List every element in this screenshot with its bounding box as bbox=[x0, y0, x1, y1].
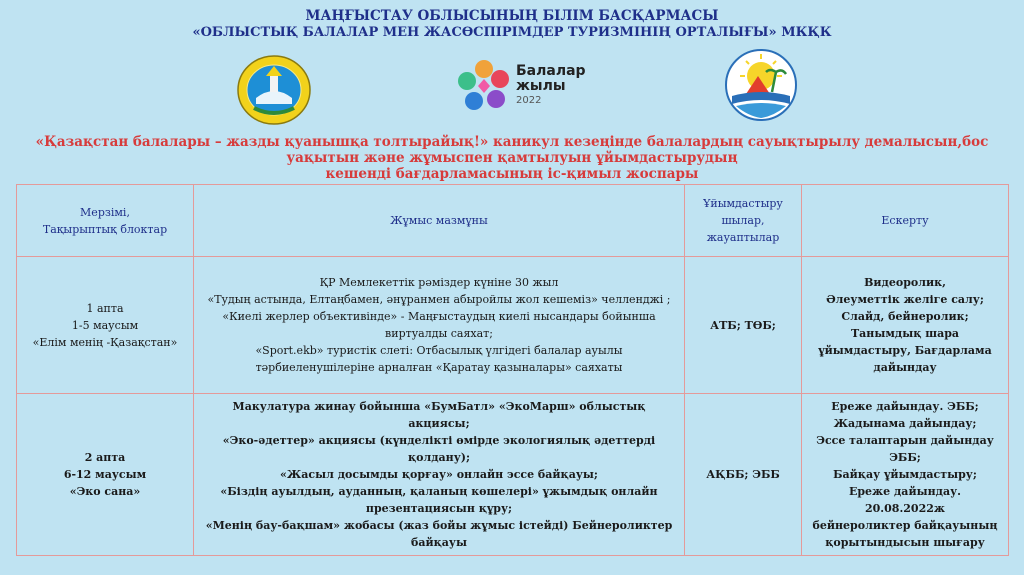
wordmark-line1: Балалар bbox=[516, 63, 586, 79]
cell-content: ҚР Мемлекеттік рәміздер күніне 30 жыл «Тудың астында, Елтаңбамен, әнұранмен абыройлы жол кешеміз» челленджі ; «Киелі жерлер объективінде» - Маңғыстаудың киелі нысандары бойынша виртуалды саяхат; «Sport.ekb» туристік слеті: Отбасылық үлгідегі балалар ауылы тәрбиеленушілеріне арналған «Қаратау қазыналары» саяхаты bbox=[194, 257, 685, 394]
year-of-children-logo bbox=[456, 57, 512, 113]
header-period: Мерзімі, Тақырыптық блоктар bbox=[17, 185, 194, 257]
action-plan-table bbox=[16, 184, 1009, 556]
header-content: Жұмыс мазмұны bbox=[194, 185, 685, 257]
wordmark-year: 2022 bbox=[516, 95, 542, 106]
table-row bbox=[17, 394, 1009, 556]
cell-content: Макулатура жинау бойынша «БумБатл» «ЭкоМарш» облыстық акциясы; «Эко-әдеттер» акциясы (күнделікті өмірде экологиялық әдеттерді қолдану); «Жасыл досымды қорғау» онлайн эссе байқауы; «Біздің ауылдың, ауданның, қаланың көшелері» ұжымдық онлайн презентациясын құру; «Менің бау-бақшам» жобасы (жаз бойы жұмыс істейді) Бейнероликтер байқауы bbox=[194, 394, 685, 556]
plan-title-line1: «Қазақстан балалары – жазды қуанышқа толтырайық!» каникул кезеңінде балалардың сауықтырылу демалысын,бос bbox=[35, 134, 989, 150]
table-header-row bbox=[17, 185, 1009, 257]
education-department-emblem bbox=[236, 54, 312, 126]
plan-title-line2: уақытын және жұмыспен қамтылуын ұйымдастырудың bbox=[286, 150, 738, 166]
cell-responsible: АТБ; ТӨБ; bbox=[685, 257, 802, 394]
table-row bbox=[17, 257, 1009, 394]
cell-responsible: АҚББ; ЭББ bbox=[685, 394, 802, 556]
header-note: Ескерту bbox=[802, 185, 1009, 257]
cell-period: 2 апта 6-12 маусым «Эко сана» bbox=[17, 394, 194, 556]
org-subtitle: «ОБЛЫСТЫҚ БАЛАЛАР МЕН ЖАСӨСПІРІМДЕР ТУРИЗМІНІҢ ОРТАЛЫҒЫ» МКҚК bbox=[192, 25, 832, 40]
year-of-children-wordmark bbox=[516, 64, 586, 107]
cell-note: Ереже дайындау. ЭББ; Жадынама дайындау; Эссе талаптарын дайындау ЭББ; Байқау ұйымдастыру; Ереже дайындау. 20.08.2022ж бейнероликтер байқауының қорытындысын шығару bbox=[802, 394, 1009, 556]
tourism-center-emblem bbox=[724, 48, 798, 122]
org-title: МАҢҒЫСТАУ ОБЛЫСЫНЫҢ БІЛІМ БАСҚАРМАСЫ bbox=[305, 8, 719, 24]
plan-title-line3: кешенді бағдарламасының іс-қимыл жоспары bbox=[325, 166, 699, 182]
cell-period: 1 апта 1-5 маусым «Елім менің -Қазақстан» bbox=[17, 257, 194, 394]
header-responsible: Ұйымдастыру шылар, жауаптылар bbox=[685, 185, 802, 257]
cell-note: Видеоролик, Әлеуметтік желіге салу; Слайд, бейнеролик; Танымдық шара ұйымдастыру, Бағдарлама дайындау bbox=[802, 257, 1009, 394]
wordmark-line2: жылы bbox=[516, 78, 566, 94]
